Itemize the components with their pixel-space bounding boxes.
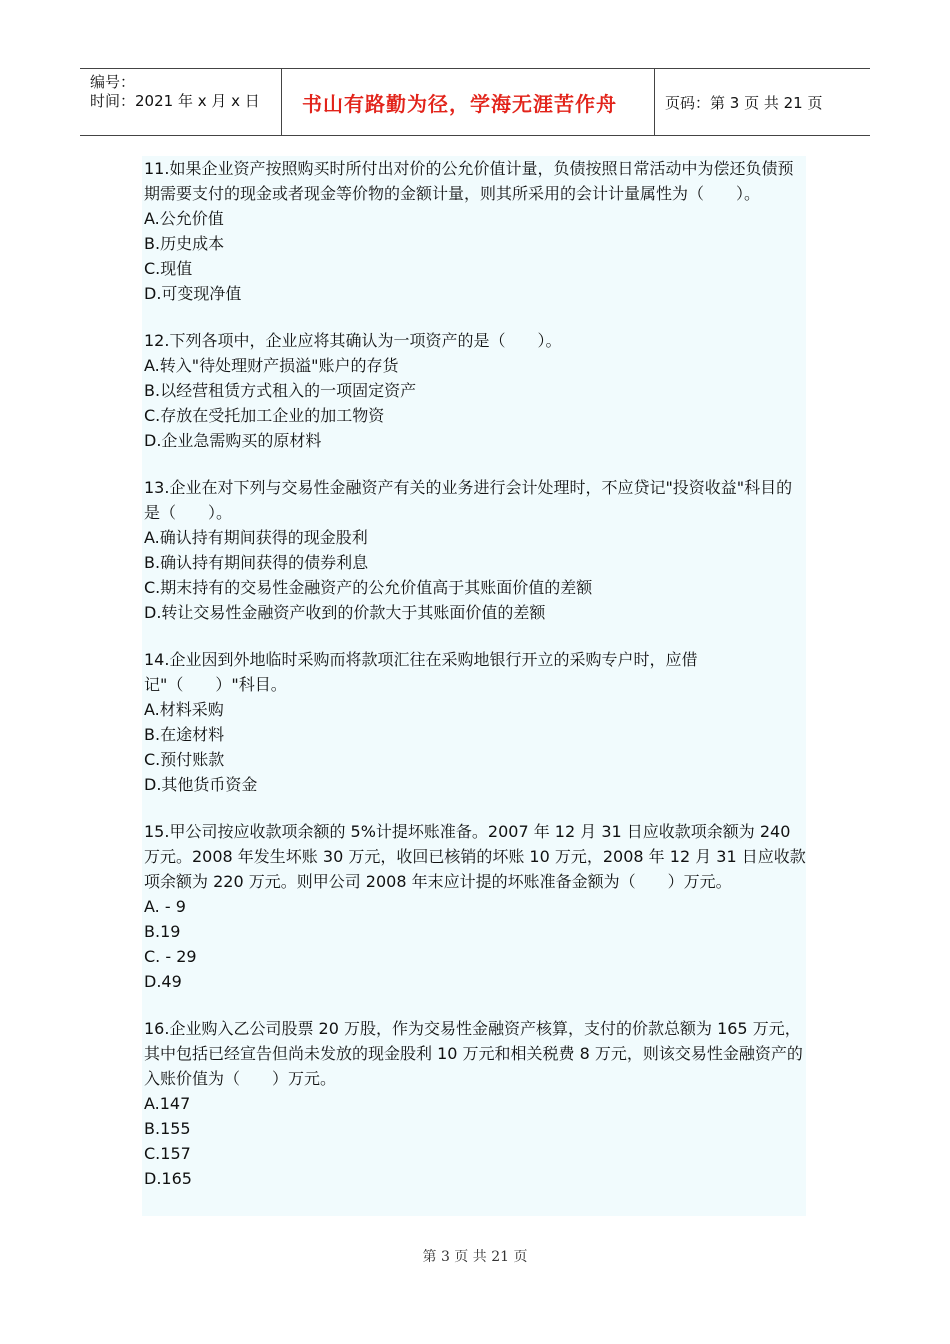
question-stem: 11.如果企业资产按照购买时所付出对价的公允价值计量，负债按照日常活动中为偿还负债预期需要支付的现金或者现金等价物的金额计量，则其所采用的会计计量属性为（ ）。 — [144, 159, 794, 203]
header-motto-cell — [282, 69, 655, 135]
option-a: A.公允价值 — [144, 209, 224, 228]
option-b: B.以经营租赁方式租入的一项固定资产 — [144, 381, 417, 400]
question-stem: 13.企业在对下列与交易性金融资产有关的业务进行会计处理时，不应贷记"投资收益"科目的是（ ）。 — [144, 478, 793, 522]
option-d: D.转让交易性金融资产收到的价款大于其账面价值的差额 — [144, 603, 546, 622]
header-page-cell — [655, 69, 870, 135]
option-a: A.转入"待处理财产损溢"账户的存货 — [144, 356, 399, 375]
question-16 — [142, 1016, 806, 1191]
question-stem: 16.企业购入乙公司股票 20 万股，作为交易性金融资产核算，支付的价款总额为 165 万元，其中包括已经宣告但尚未发放的现金股利 10 万元和相关税费 8 万元，则该交易性金融资产的入账价值为（ ）万元。 — [144, 1019, 803, 1088]
header-motto: 书山有路勤为径，学海无涯苦作舟 — [302, 91, 617, 116]
question-11 — [142, 156, 806, 306]
question-stem: 14.企业因到外地临时采购而将款项汇往在采购地银行开立的采购专户时，应借记"（ ）"科目。 — [144, 650, 698, 694]
option-c: C.存放在受托加工企业的加工物资 — [144, 406, 385, 425]
option-a: A.确认持有期间获得的现金股利 — [144, 528, 368, 547]
question-15 — [142, 819, 806, 994]
question-14 — [142, 647, 806, 797]
header-page-info: 页码：第 3 页 共 21 页 — [665, 93, 823, 112]
header-meta — [80, 69, 282, 135]
option-b: B.在途材料 — [144, 725, 225, 744]
option-c: C.现值 — [144, 259, 193, 278]
question-12 — [142, 328, 806, 453]
option-d: D.企业急需购买的原材料 — [144, 431, 322, 450]
document-number-label: 编号： — [90, 73, 136, 91]
page-header — [80, 68, 870, 136]
option-b: B.确认持有期间获得的债券利息 — [144, 553, 369, 572]
option-a: A.材料采购 — [144, 700, 224, 719]
option-c: C.预付账款 — [144, 750, 225, 769]
option-c: C.157 — [144, 1144, 191, 1163]
option-c: C.期末持有的交易性金融资产的公允价值高于其账面价值的差额 — [144, 578, 593, 597]
document-time-label: 时间：2021 年 x 月 x 日 — [90, 92, 260, 110]
option-b: B.历史成本 — [144, 234, 225, 253]
option-a: A. - 9 — [144, 897, 186, 916]
option-d: D.165 — [144, 1169, 192, 1188]
option-d: D.可变现净值 — [144, 284, 242, 303]
option-a: A.147 — [144, 1094, 191, 1113]
question-stem: 15.甲公司按应收款项余额的 5%计提坏账准备。2007 年 12 月 31 日应收款项余额为 240 万元。2008 年发生坏账 30 万元，收回已核销的坏账 10 万元，2008 年 12 月 31 日应收款项余额为 220 万元。则甲公司 2008 年末应计提的坏账准备金额为（ ）万元。 — [144, 822, 806, 891]
option-c: C. - 29 — [144, 947, 197, 966]
option-d: D.49 — [144, 972, 182, 991]
page-footer: 第 3 页 共 21 页 — [422, 1249, 528, 1265]
question-list — [142, 156, 806, 1216]
option-d: D.其他货币资金 — [144, 775, 258, 794]
option-b: B.19 — [144, 922, 181, 941]
question-stem: 12.下列各项中，企业应将其确认为一项资产的是（ ）。 — [144, 331, 562, 350]
option-b: B.155 — [144, 1119, 191, 1138]
question-13 — [142, 475, 806, 625]
